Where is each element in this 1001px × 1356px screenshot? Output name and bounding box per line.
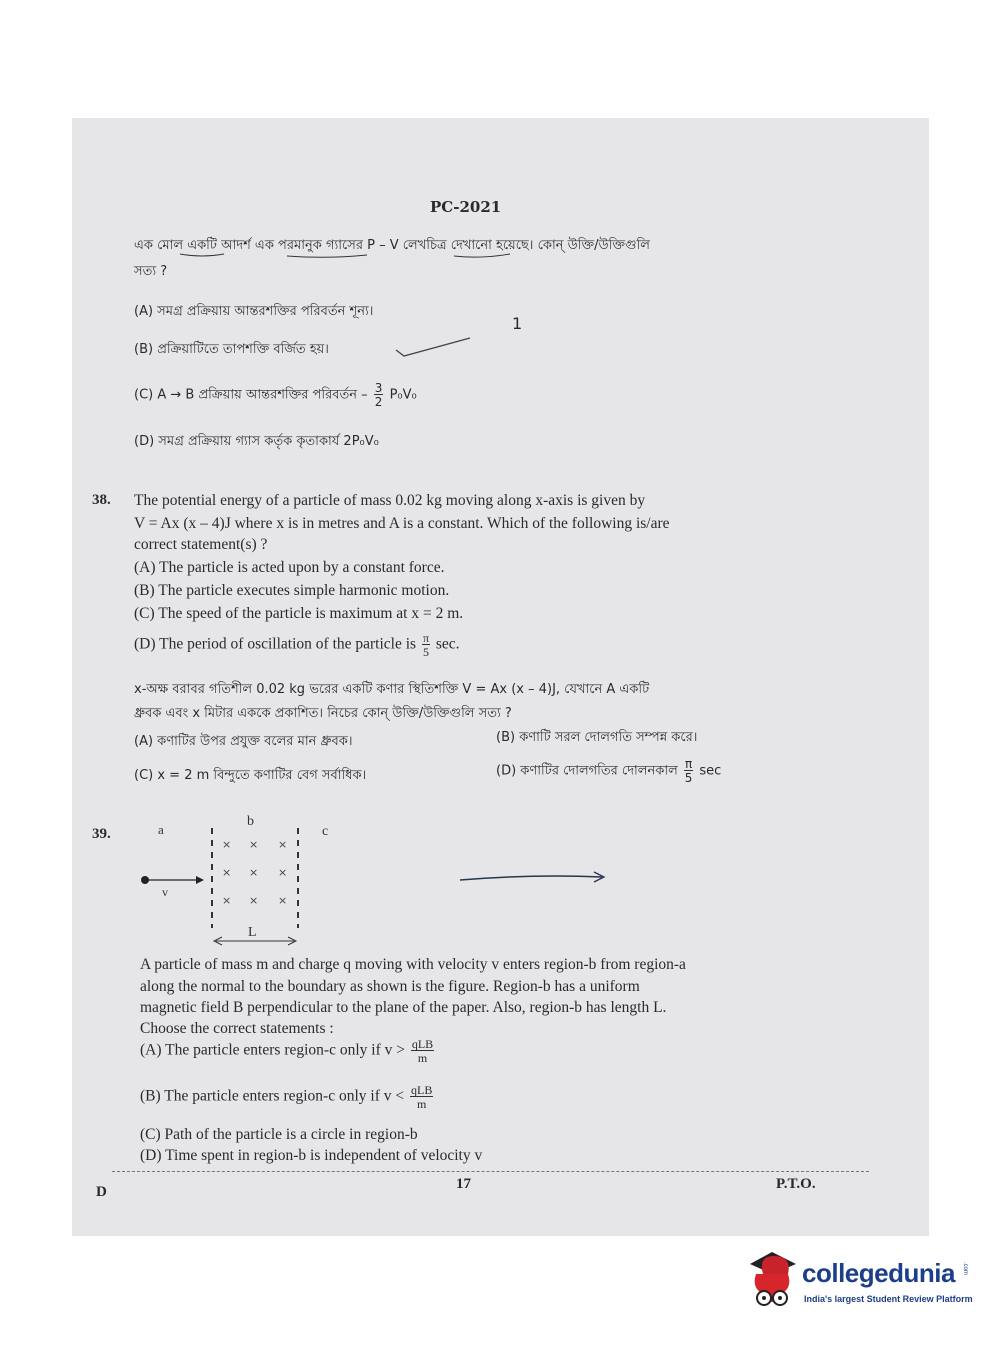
q38-bengali-line2: ধ্রুবক এবং x মিটার এককে প্রকাশিত। নিচের কোন্ উক্তি/উক্তিগুলি সত্য ? — [134, 706, 512, 721]
region-c-label: c — [322, 824, 329, 839]
q37-option-d: (D) সমগ্র প্রক্রিয়ায় গ্যাস কর্তৃক কৃতাকার্য 2P₀V₀ — [134, 434, 379, 449]
q39-option-b — [140, 1084, 435, 1110]
q38-option-a: (A) The particle is acted upon by a constant force. — [134, 559, 445, 576]
pen-arrow-mark — [460, 876, 602, 880]
q37-underline-marks — [132, 248, 602, 260]
q38-option-d-text: (D) The period of oscillation of the particle is — [134, 635, 417, 653]
footer-page-number: 17 — [456, 1176, 471, 1192]
q38-number: 38. — [92, 492, 111, 508]
graduate-mascot-icon — [744, 1246, 800, 1316]
q39-option-a-fraction — [411, 1038, 434, 1064]
q38-bengali-option-d-fraction — [684, 758, 693, 784]
q39-option-d: (D) Time spent in region-b is independent of velocity v — [140, 1147, 483, 1164]
fraction-numerator: qLB — [411, 1037, 434, 1051]
exam-page — [72, 118, 929, 1236]
q39-stem-line2: along the normal to the boundary as shown is the figure. Region-b has a uniform — [140, 978, 640, 995]
q39-stem-line1: A particle of mass m and charge q moving with velocity v enters region-b from region-a — [140, 956, 686, 973]
paper-code: PC-2021 — [430, 198, 502, 216]
cross-icon: × — [222, 894, 232, 907]
q39-stem-line3: magnetic field B perpendicular to the plane of the paper. Also, region-b has length L. — [140, 999, 667, 1016]
collegedunia-logo — [744, 1244, 974, 1324]
q38-bengali-option-d-text: (D) কণাটির দোলগতির দোলনকাল — [496, 763, 678, 779]
q37-option-c — [134, 382, 417, 408]
fraction-denominator: 5 — [422, 645, 429, 659]
q38-bengali-option-c: (C) x = 2 m বিন্দুতে কণাটির বেগ সর্বাধিক। — [134, 768, 367, 783]
arrowhead-icon — [196, 876, 204, 884]
fraction-numerator: π — [422, 631, 430, 645]
q38-option-b: (B) The particle executes simple harmonic motion. — [134, 582, 450, 599]
brand-tagline: India's largest Student Review Platform — [804, 1294, 973, 1304]
q39-option-c: (C) Path of the particle is a circle in region-b — [140, 1126, 418, 1143]
cross-icon: × — [278, 838, 288, 851]
fraction-denominator: 2 — [374, 395, 383, 409]
q38-option-c: (C) The speed of the particle is maximum at x = 2 m. — [134, 605, 464, 622]
q37-option-c-tail: P₀V₀ — [389, 387, 417, 403]
q37-margin-mark: 1 — [512, 314, 523, 333]
q37-option-c-fraction — [374, 382, 384, 408]
q39-option-b-text: (B) The particle enters region-c only if v < — [140, 1087, 405, 1105]
q39-option-a-text: (A) The particle enters region-c only if v > — [140, 1041, 405, 1059]
q39-number: 39. — [92, 826, 111, 842]
q37-stem-line1: এক মোল একটি আদর্শ এক পরমানুক গ্যাসের P – V লেখচিত্র দেখানো হয়েছে। কোন্ উক্তি/উক্তিগুলি — [134, 238, 650, 253]
q39-option-b-fraction — [410, 1084, 433, 1110]
fraction-denominator: m — [417, 1097, 427, 1111]
magnetic-region-diagram — [132, 808, 612, 958]
brand-suffix: .com — [962, 1262, 968, 1276]
q37-stem-line2: সত্য ? — [134, 264, 168, 279]
cross-icon: × — [222, 866, 232, 879]
velocity-label: v — [162, 885, 168, 899]
cross-icon: × — [249, 866, 259, 879]
q38-stem-line2: V = Ax (x – 4)J where x is in metres and A is a constant. Which of the following is/are — [134, 515, 670, 532]
length-label: L — [248, 925, 257, 940]
q38-bengali-line1: x-অক্ষ বরাবর গতিশীল 0.02 kg ভরের একটি কণার স্থিতিশক্তি V = Ax (x – 4)J, যেখানে A একটি — [134, 682, 650, 697]
q37-option-b: (B) প্রক্রিয়াটিতে তাপশক্তি বর্জিত হয়। — [134, 342, 329, 357]
q38-option-d-tail: sec. — [435, 635, 460, 653]
cross-icon: × — [278, 866, 288, 879]
fraction-numerator: 3 — [374, 381, 383, 395]
q38-option-d-fraction — [422, 632, 430, 658]
q38-bengali-option-d-tail: sec — [699, 763, 722, 779]
q38-stem-line1: The potential energy of a particle of mass 0.02 kg moving along x-axis is given by — [134, 492, 646, 509]
q37-option-c-text: (C) A → B প্রক্রিয়ায় আন্তরশক্তির পরিবর্তন – — [134, 387, 368, 403]
cross-icon: × — [249, 838, 259, 851]
q37-option-a: (A) সমগ্র প্রক্রিয়ায় আন্তরশক্তির পরিবর্তন শূন্য। — [134, 304, 374, 319]
fraction-numerator: qLB — [411, 1083, 433, 1097]
fraction-numerator: π — [684, 757, 693, 771]
cross-icon: × — [222, 838, 232, 851]
cross-icon: × — [278, 894, 288, 907]
magnetic-field-crosses — [222, 838, 287, 907]
q38-stem-line3: correct statement(s) ? — [134, 536, 268, 553]
q39-stem-line4: Choose the correct statements : — [140, 1020, 334, 1037]
q38-bengali-option-d — [496, 758, 721, 784]
q39-option-a — [140, 1038, 436, 1064]
footer-booklet-code: D — [96, 1184, 107, 1200]
footer-divider — [112, 1171, 869, 1172]
footer-pto: P.T.O. — [776, 1176, 816, 1192]
q38-bengali-option-b: (B) কণাটি সরল দোলগতি সম্পন্ন করে। — [496, 730, 698, 745]
cross-icon: × — [249, 894, 259, 907]
brand-name: collegedunia — [802, 1258, 955, 1288]
q38-option-d — [134, 632, 460, 658]
tick-mark-icon — [394, 336, 474, 360]
fraction-denominator: m — [417, 1051, 428, 1065]
q38-bengali-option-a: (A) কণাটির উপর প্রযুক্ত বলের মান ধ্রুবক। — [134, 734, 353, 749]
region-a-label: a — [158, 822, 164, 837]
region-b-label: b — [247, 814, 254, 829]
fraction-denominator: 5 — [684, 771, 693, 785]
